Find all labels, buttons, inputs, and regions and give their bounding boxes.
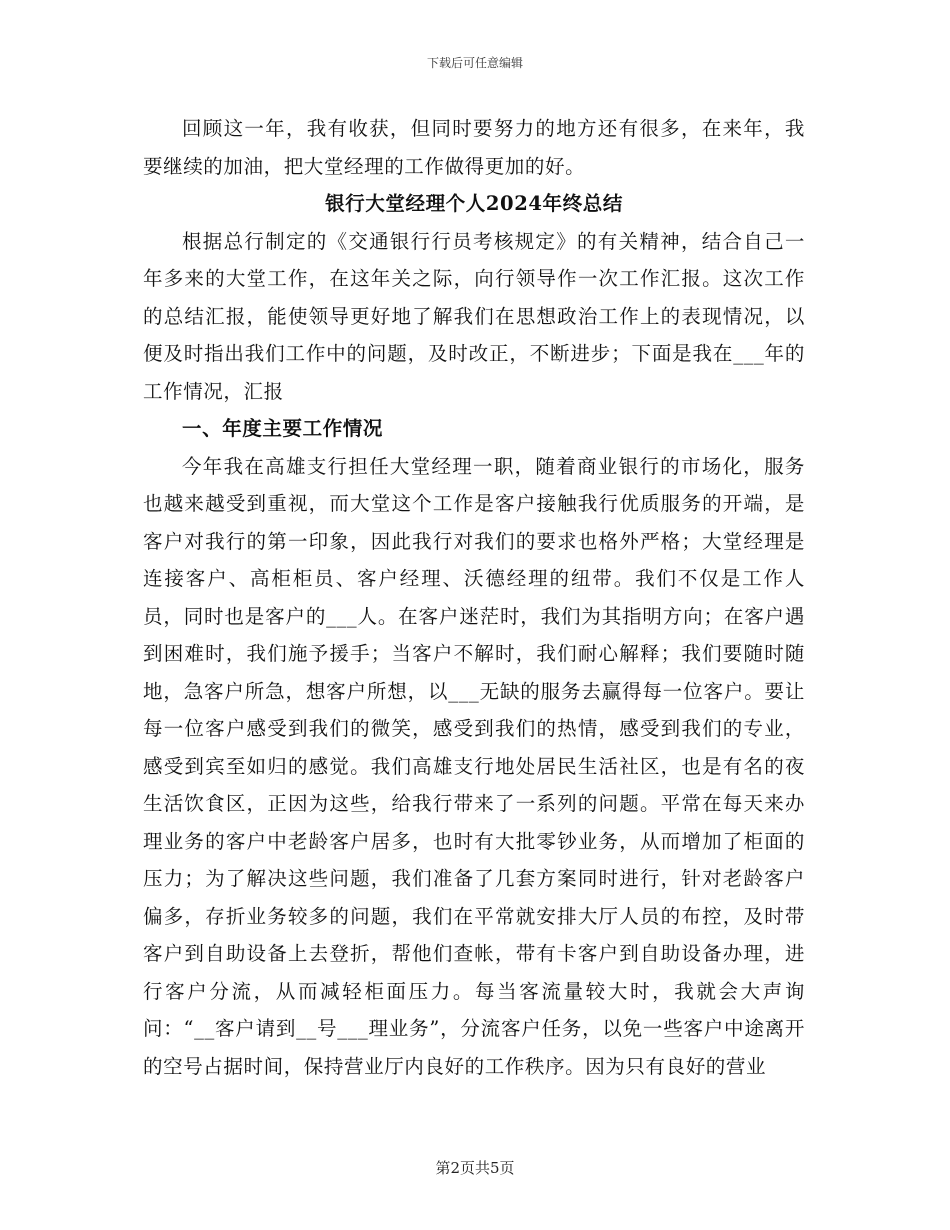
page-header: 下载后可任意编辑: [426, 56, 523, 70]
section-heading: 一、年度主要工作情况: [182, 417, 384, 440]
opening-paragraph: 根据总行制定的《交通银行行员考核规定》的有关精神，结合自己一年多来的大堂工作，在这年关之际，向行领导作一次工作汇报。这次工作的总结汇报，能使领导更好地了解我们在思想政治工作上的表现情况，以便及时指出我们工作中的问题，及时改正，不断进步；下面是我在___年的工作情况，汇报: [143, 229, 805, 403]
document-body: [143, 110, 805, 1085]
document-title: 银行大堂经理个人2024年终总结: [325, 192, 623, 215]
work-summary-paragraph: 今年我在高雄支行担任大堂经理一职，随着商业银行的市场化，服务也越来越受到重视，而大堂这个工作是客户接触我行优质服务的开端，是客户对我行的第一印象，因此我行对我们的要求也格外严格；大堂经理是连接客户、高柜柜员、客户经理、沃德经理的纽带。我们不仅是工作人员，同时也是客户的___人。在客户迷茫时，我们为其指明方向；在客户遇到困难时，我们施予援手；当客户不解时，我们耐心解释；我们要随时随地，急客户所急，想客户所想，以___无缺的服务去赢得每一位客户。要让每一位客户感受到我们的微笑，感受到我们的热情，感受到我们的专业，感受到宾至如归的感觉。我们高雄支行地处居民生活社区，也是有名的夜生活饮食区，正因为这些，给我行带来了一系列的问题。平常在每天来办理业务的客户中老龄客户居多，也时有大批零钞业务，从而增加了柜面的压力；为了解决这些问题，我们准备了几套方案同时进行，针对老龄客户偏多，存折业务较多的问题，我们在平常就安排大厅人员的布控，及时带客户到自助设备上去登折，帮他们查帐，带有卡客户到自助设备办理，进行客户分流，从而减轻柜面压力。每当客流量较大时，我就会大声询问：“__客户请到__号___理业务”，分流客户任务，以免一些客户中途离开的空号占据时间，保持营业厅内良好的工作秩序。因为只有良好的营业: [143, 454, 805, 1078]
intro-paragraph: 回顾这一年，我有收获，但同时要努力的地方还有很多，在来年，我要继续的加油，把大堂经理的工作做得更加的好。: [143, 117, 805, 178]
page-footer: 第2页共5页: [435, 1159, 515, 1177]
